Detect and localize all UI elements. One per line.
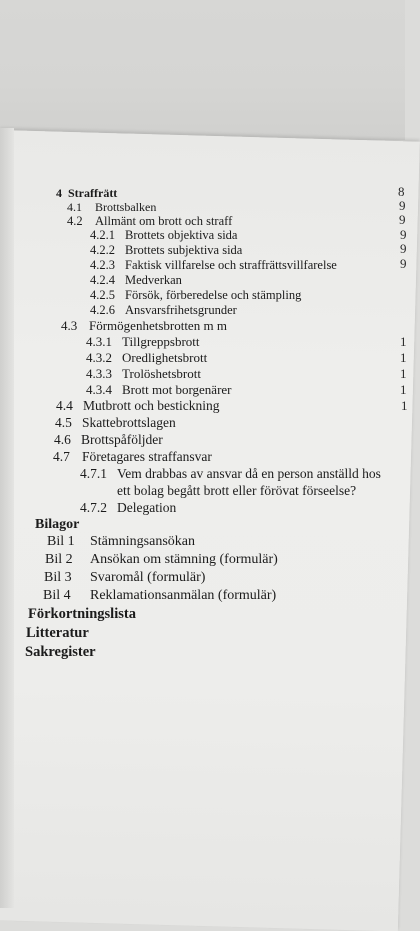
toc-number: 4.2.4 (90, 273, 115, 287)
toc-title: Allmänt om brott och straff (95, 214, 233, 228)
bilaga-title: Reklamationsanmälan (formulär) (90, 588, 277, 603)
toc-number: 4.6 (54, 432, 71, 447)
toc-number: 4.1 (67, 200, 82, 214)
toc-title: Skattebrottslagen (82, 415, 176, 430)
bilaga-title: Svaromål (formulär) (90, 570, 206, 585)
toc-entry-4-7-1-cont (117, 484, 356, 498)
toc-title: Förmögenhetsbrotten m m (89, 318, 227, 333)
toc-page-number: 8 (398, 184, 405, 199)
toc-page-number: 1 (401, 398, 408, 413)
toc-entry-4-3-3 (86, 367, 201, 380)
toc-page-number: 1 (400, 334, 407, 349)
toc-entry-4-6 (54, 433, 163, 447)
toc-number: 4.4 (56, 398, 73, 413)
toc-title: Faktisk villfarelse och straffrättsvillfarelse (125, 258, 337, 272)
toc-entry-4-2-5 (90, 289, 301, 302)
toc-number: 4.3 (61, 318, 78, 333)
page-edge (0, 128, 14, 908)
bilaga-number: Bil 3 (44, 570, 72, 585)
toc-page-number: 9 (399, 198, 406, 213)
bilaga-title: Ansökan om stämning (formulär) (90, 552, 278, 567)
toc-title: Vem drabbas av ansvar då en person anställd hos (117, 466, 381, 481)
toc-page-number: 9 (400, 241, 407, 256)
toc-title: Straffrätt (68, 186, 118, 200)
toc-entry-4-2-3 (90, 259, 337, 272)
toc-title: Ansvarsfrihetsgrunder (125, 303, 237, 317)
toc-number: 4.5 (55, 415, 72, 430)
toc-entry-4-3-1 (86, 335, 200, 348)
litteratur-heading: Litteratur (26, 625, 89, 641)
bilaga-number: Bil 1 (47, 534, 75, 549)
toc-title: Tillgreppsbrott (122, 334, 200, 349)
toc-title: Brottets subjektiva sida (125, 243, 243, 257)
toc-title: Mutbrott och bestickning (83, 398, 220, 413)
toc-title: Oredlighetsbrott (122, 350, 208, 365)
bilagor-heading: Bilagor (35, 517, 80, 532)
toc-number: 4.2 (67, 214, 83, 228)
toc-title: ett bolag begått brott eller förövat förseelse? (117, 483, 357, 498)
toc-number: 4.7.2 (80, 500, 107, 515)
bilaga-number: Bil 4 (43, 588, 71, 603)
toc-number: 4.7 (53, 449, 70, 464)
bilaga-item (43, 589, 276, 603)
bilaga-item (45, 553, 278, 567)
toc-title: Brottets objektiva sida (125, 228, 238, 242)
toc-entry-4-2-4 (90, 274, 182, 287)
toc-number: 4.2.5 (90, 288, 115, 302)
toc-number: 4.3.2 (86, 350, 112, 365)
toc-title: Trolöshetsbrott (122, 366, 201, 381)
toc-title: Brottspåföljder (81, 432, 163, 447)
toc-number: 4.3.4 (86, 382, 112, 397)
toc-page-number: 9 (399, 212, 406, 227)
toc-entry-4-2 (67, 215, 232, 228)
toc-number: 4 (56, 186, 62, 200)
toc-entry-4-2-6 (90, 304, 237, 317)
toc-number: 4.2.3 (90, 258, 115, 272)
toc-number: 4.2.6 (90, 303, 115, 317)
toc-entry-4-7 (53, 450, 212, 464)
toc-entry-4-1 (67, 201, 156, 213)
toc-entry-4-2-1 (90, 229, 237, 242)
toc-title: Brott mot borgenärer (122, 382, 232, 397)
toc-entry-4-7-1 (80, 467, 381, 481)
toc-page-number: 1 (400, 366, 407, 381)
toc-title: Företagares straffansvar (82, 449, 212, 464)
toc-entry-4-3-2 (86, 351, 207, 364)
bilaga-item (47, 535, 195, 549)
toc-title: Medverkan (125, 273, 182, 287)
toc-number: 4.3.1 (86, 334, 112, 349)
toc-title: Brottsbalken (95, 200, 157, 214)
toc-title: Delegation (117, 500, 177, 515)
toc-entry-4-2-2 (90, 244, 242, 257)
toc-page-number: 9 (400, 256, 407, 271)
toc-chapter-4 (56, 187, 117, 199)
bilaga-item (44, 571, 205, 585)
toc-entry-4-3-4 (86, 383, 232, 396)
toc-entry-4-7-2 (80, 501, 176, 515)
forkortningslista-heading: Förkortningslista (28, 606, 136, 622)
bilaga-title: Stämningsansökan (90, 534, 195, 549)
toc-number: 4.2.2 (90, 243, 115, 257)
toc-entry-4-3 (61, 319, 227, 332)
toc-entry-4-4 (56, 399, 219, 413)
toc-number: 4.2.1 (90, 228, 115, 242)
toc-page-number: 9 (400, 227, 407, 242)
bilaga-number: Bil 2 (45, 552, 73, 567)
background (0, 0, 405, 140)
toc-entry-4-5 (55, 416, 176, 430)
toc-number: 4.3.3 (86, 366, 112, 381)
sakregister-heading: Sakregister (25, 644, 96, 660)
toc-page-number: 1 (400, 350, 407, 365)
toc-title: Försök, förberedelse och stämpling (125, 288, 302, 302)
toc-number: 4.7.1 (80, 466, 107, 481)
toc-page-number: 1 (400, 382, 407, 397)
